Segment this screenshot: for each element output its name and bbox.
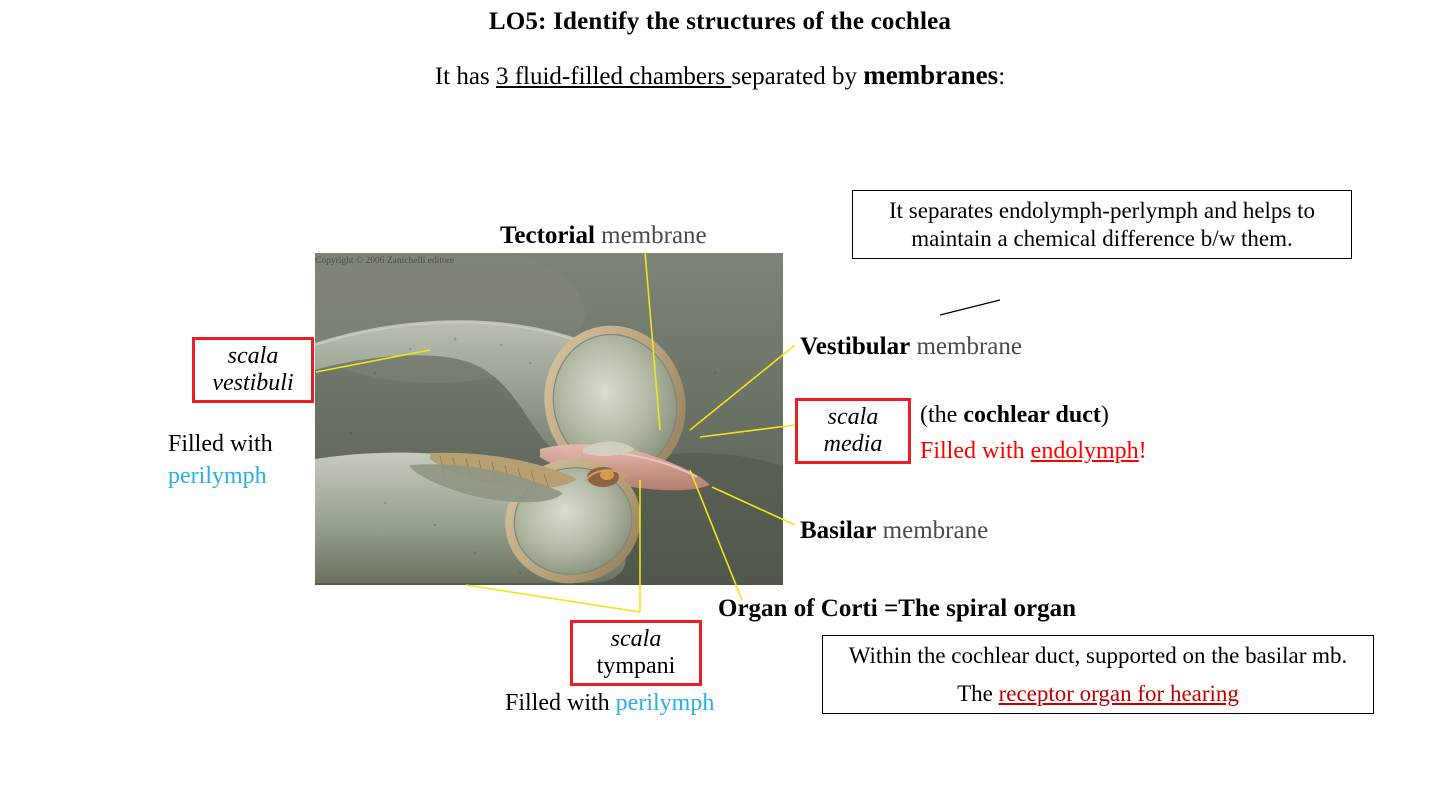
label-tectorial-plain: membrane bbox=[594, 222, 707, 249]
callout-vestibular-text: It separates endolymph-perlymph and helps to maintain a chemical difference b/w them. bbox=[888, 198, 1316, 251]
label-filled-with-perilymph-left bbox=[168, 428, 273, 493]
page-subtitle bbox=[0, 60, 1440, 91]
page-title-text: LO5: Identify the structures of the cochlea bbox=[488, 8, 952, 35]
label-box-scala-tympani bbox=[570, 620, 702, 686]
perilymph-bottom-pre: Filled with bbox=[505, 690, 616, 716]
cochlea-illustration bbox=[315, 253, 783, 585]
cochlear-duct-pre: (the bbox=[920, 402, 964, 428]
label-filled-with-endolymph bbox=[920, 438, 1147, 465]
callout-corti-line2 bbox=[833, 680, 1363, 708]
cochlear-duct-bold: cochlear duct bbox=[963, 402, 1101, 428]
perilymph-bottom-highlight: perilymph bbox=[615, 690, 715, 716]
label-vestibular-membrane bbox=[800, 333, 1022, 361]
scala-tympani-line1: scala bbox=[610, 626, 662, 652]
label-organ-of-corti bbox=[718, 595, 1076, 623]
callout-corti-line1: Within the cochlear duct, supported on the basilar mb. bbox=[848, 643, 1348, 668]
callout-corti-line2-pre: The bbox=[957, 680, 999, 706]
label-cochlear-duct bbox=[920, 402, 1109, 429]
endolymph-pre: Filled with bbox=[920, 438, 1031, 464]
cochlear-duct-post: ) bbox=[1100, 402, 1109, 428]
label-basilar-membrane bbox=[800, 517, 988, 545]
endolymph-underlined: endolymph bbox=[1030, 438, 1139, 464]
figure-copyright: Copyright © 2006 Zanichelli editore bbox=[315, 256, 455, 266]
label-filled-with-perilymph-bottom bbox=[505, 690, 714, 717]
callout-organ-of-corti bbox=[822, 635, 1374, 714]
label-box-scala-media bbox=[795, 398, 911, 464]
endolymph-post: ! bbox=[1138, 438, 1147, 464]
page-title bbox=[0, 8, 1440, 36]
scala-media-line2: media bbox=[823, 430, 883, 457]
subtitle-pre: It has bbox=[434, 63, 496, 90]
subtitle-underlined: 3 fluid-filled chambers bbox=[495, 63, 732, 90]
label-box-scala-vestibuli bbox=[192, 337, 314, 403]
callout-vestibular-membrane bbox=[852, 190, 1352, 259]
subtitle-bold: membranes bbox=[863, 60, 999, 90]
cochlea-illustration-graphic bbox=[315, 253, 783, 585]
scala-vestibuli-line2: vestibuli bbox=[212, 369, 294, 396]
label-tectorial-bold: Tectorial bbox=[500, 222, 595, 249]
label-basilar-bold: Basilar bbox=[800, 517, 877, 544]
scala-tympani-line2: tympani bbox=[596, 652, 676, 679]
label-vestibular-plain: membrane bbox=[910, 333, 1022, 360]
scala-vestibuli-line1: scala bbox=[227, 343, 279, 369]
label-basilar-plain: membrane bbox=[876, 517, 989, 544]
subtitle-post: : bbox=[998, 63, 1006, 90]
perilymph-left-line1: Filled with bbox=[168, 431, 273, 457]
callout-corti-link: receptor organ for hearing bbox=[998, 680, 1239, 706]
label-tectorial-membrane bbox=[500, 222, 707, 250]
subtitle-mid: separated by bbox=[731, 63, 864, 90]
label-vestibular-bold: Vestibular bbox=[800, 333, 911, 360]
scala-media-line1: scala bbox=[827, 404, 879, 430]
organ-of-corti-text: Organ of Corti =The spiral organ bbox=[718, 595, 1076, 622]
perilymph-left-line2: perilymph bbox=[168, 463, 267, 490]
